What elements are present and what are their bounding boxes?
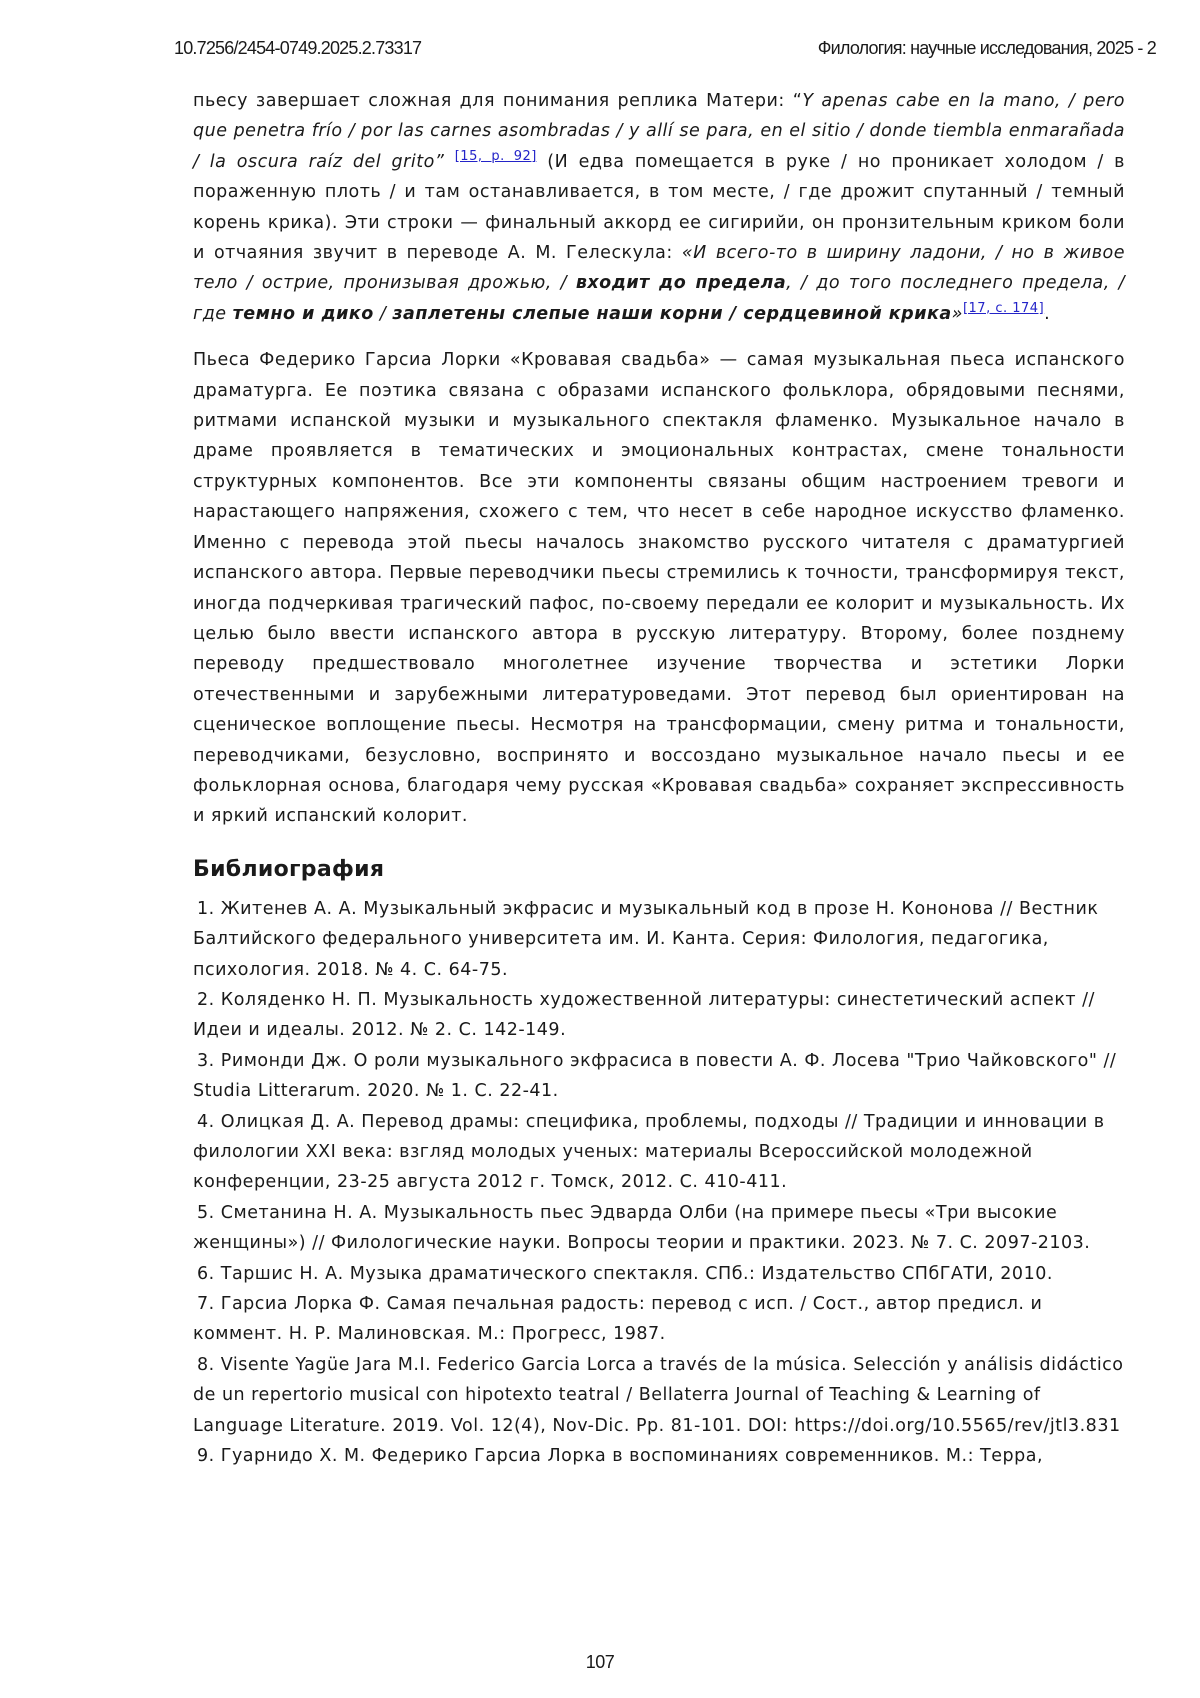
bibliography-item-text: Сметанина Н. А. Музыкальность пьес Эдварда Олби (на примере пьесы «Три высокие женщины») // Филологические науки. Вопросы теории и практики. 2023. № 7. С. 2097-2103.	[193, 1203, 1090, 1253]
bibliography-item-number: 9.	[193, 1446, 215, 1466]
bibliography-item-number: 4.	[193, 1112, 215, 1132]
emphasis-bold: темно и дико	[233, 304, 374, 324]
bibliography-item-text: Гарсиа Лорка Ф. Самая печальная радость: перевод с исп. / Сост., автор предисл. и коммент. Н. Р. Малиновская. М.: Прогресс, 1987.	[193, 1294, 1042, 1344]
bibliography-item-number: 6.	[193, 1264, 215, 1284]
citation-link-17[interactable]: [17, с. 174]	[963, 301, 1044, 316]
bibliography-item-text: Житенев А. А. Музыкальный экфрасис и музыкальный код в прозе Н. Кононова // Вестник Балтийского федерального университета им. И. Канта. Серия: Филология, педагогика, психология. 2018. № 4. С. 64-75.	[193, 899, 1098, 980]
bibliography-item	[193, 1350, 1125, 1441]
russian-quote: «И всего-то в ширину ладони, / но в живое тело / острие, пронизывая дрожью, /	[193, 243, 1125, 293]
bibliography-item-number: 7.	[193, 1294, 215, 1314]
paragraph-quote	[193, 86, 1125, 329]
bibliography-item-text: Гуарнидо Х. М. Федерико Гарсиа Лорка в воспоминаниях современников. М.: Терра,	[221, 1446, 1043, 1466]
bibliography-item-number: 8.	[193, 1355, 215, 1375]
bibliography-item	[193, 1198, 1125, 1259]
bibliography-item	[193, 985, 1125, 1046]
paragraph-text: (И едва помещается в руке / но проникает холодом / в пораженную плоть / и там останавливается, в том месте, / где дрожит спутанный / темный корень крика). Эти строки — финальный аккорд ее сигирийи, он пронзительным криком боли и отчаяния звучит в переводе А. М. Гелескула:	[193, 152, 1125, 263]
bibliography-item-text: Римонди Дж. О роли музыкального экфрасиса в повести А. Ф. Лосева "Трио Чайковского" // Studia Litterarum. 2020. № 1. С. 22-41.	[193, 1051, 1116, 1101]
bibliography-list	[193, 894, 1125, 1472]
russian-quote: , / до того последнего предела, / где	[193, 273, 1125, 323]
bibliography-item-text: Коляденко Н. П. Музыкальность художественной литературы: синестетический аспект // Идеи и идеалы. 2012. № 2. С. 142-149.	[193, 990, 1095, 1040]
bibliography-item	[193, 1259, 1125, 1289]
paragraph-conclusion: Пьеса Федерико Гарсиа Лорки «Кровавая свадьба» — самая музыкальная пьеса испанского драматурга. Ее поэтика связана с образами испанского фольклора, обрядовыми песнями, ритмами испанской музыки и музыкального спектакля фламенко. Музыкальное начало в драме проявляется в тематических и эмоциональных контрастах, смене тональности структурных компонентов. Все эти компоненты связаны общим настроением тревоги и нарастающего напряжения, схожего с тем, что несет в себе народное искусство фламенко. Именно с перевода этой пьесы началось знакомство русского читателя с драматургией испанского автора. Первые переводчики пьесы стремились к точности, трансформируя текст, иногда подчеркивая трагический пафос, по-своему передали ее колорит и музыкальность. Их целью было ввести испанского автора в русскую литературу. Второму, более позднему переводу предшествовало многолетнее изучение творчества и эстетики Лорки отечественными и зарубежными литературоведами. Этот перевод был ориентирован на сценическое воплощение пьесы. Несмотря на трансформации, смену ритма и тональности, переводчиками, безусловно, воспринято и воссоздано музыкальное начало пьесы и ее фольклорная основа, благодаря чему русская «Кровавая свадьба» сохраняет экспрессивность и яркий испанский колорит.	[193, 345, 1125, 832]
bibliography-heading: Библиография	[193, 857, 1125, 882]
bibliography-item	[193, 1107, 1125, 1198]
bibliography-item	[193, 894, 1125, 985]
article-body	[193, 86, 1125, 1471]
bibliography-item-text: Таршис Н. А. Музыка драматического спектакля. СПб.: Издательство СПбГАТИ, 2010.	[221, 1264, 1053, 1284]
bibliography-item-text: Visente Yagüe Jara M.I. Federico Garcia Lorca a través de la música. Selección y análisis didáctico de un repertorio musical con hipotexto teatral / Bellaterra Journal of Teaching & Learning of Language Literature. 2019. Vol. 12(4), Nov-Dic. Pp. 81-101. DOI: https://doi.org/10.5565/rev/jtl3.831	[193, 1355, 1124, 1436]
bibliography-item	[193, 1289, 1125, 1350]
spanish-quote: Y apenas cabe en la mano, / pero que penetra frío / por las carnes asombradas / y allí se para, en el sitio / donde tiembla enmarañada / la oscura raíz del grito	[193, 91, 1125, 172]
bibliography-item-number: 5.	[193, 1203, 215, 1223]
emphasis-bold: заплетены слепые наши корни / сердцевиной крика	[392, 304, 951, 324]
emphasis-bold: входит до предела	[576, 273, 786, 293]
header-doi: 10.7256/2454-0749.2025.2.73317	[174, 38, 421, 59]
paragraph-text: .	[1044, 304, 1050, 324]
bibliography-item	[193, 1046, 1125, 1107]
quote-close: »	[952, 304, 963, 324]
bibliography-item	[193, 1441, 1125, 1471]
header-journal: Филология: научные исследования, 2025 - 2	[818, 38, 1156, 59]
bibliography-item-number: 1.	[193, 899, 215, 919]
bibliography-item-number: 2.	[193, 990, 215, 1010]
paragraph-text: пьесу завершает сложная для понимания реплика Матери: “	[193, 91, 802, 111]
bibliography-item-number: 3.	[193, 1051, 215, 1071]
quote-close: ”	[435, 152, 455, 172]
citation-link-15[interactable]: [15, p. 92]	[455, 149, 537, 164]
page-number: 107	[0, 1652, 1200, 1673]
bibliography-item-text: Олицкая Д. А. Перевод драмы: специфика, проблемы, подходы // Традиции и инновации в филологии XXI века: взгляд молодых ученых: материалы Всероссийской молодежной конференции, 23-25 августа 2012 г. Томск, 2012. С. 410-411.	[193, 1112, 1105, 1193]
russian-quote: /	[374, 304, 393, 324]
